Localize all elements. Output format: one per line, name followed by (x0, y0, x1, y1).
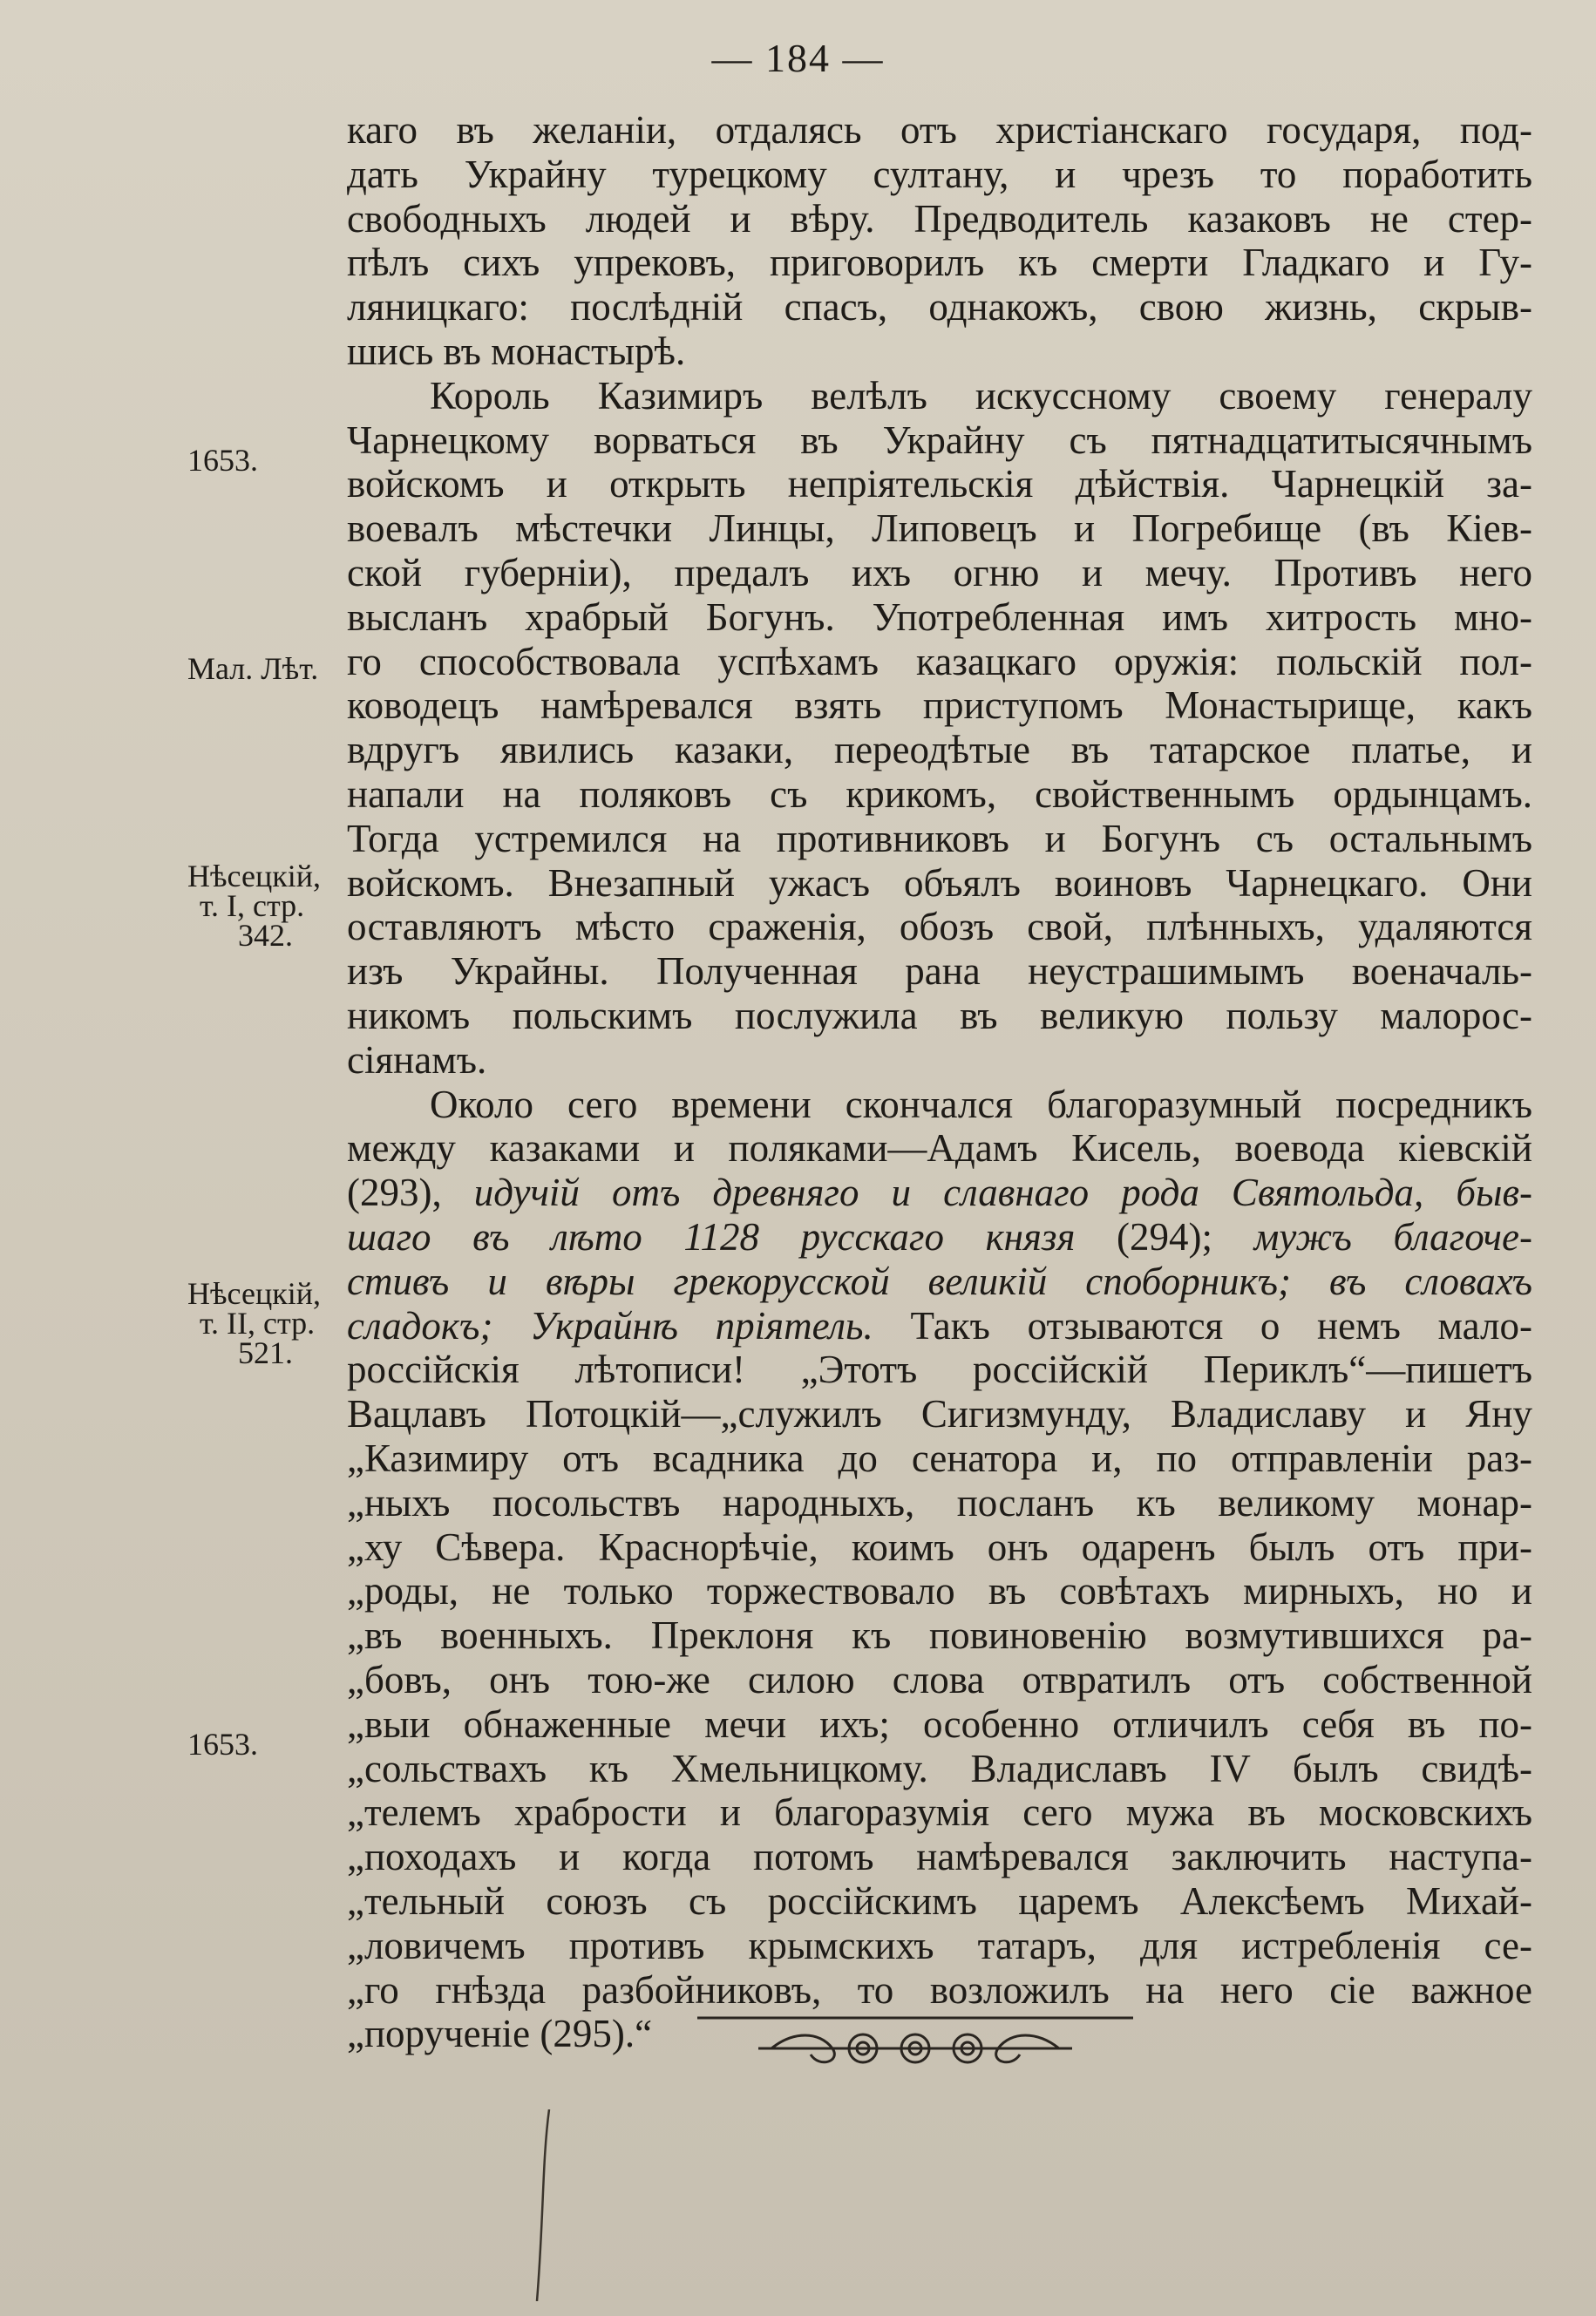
italic-text: стивъ и вѣры грекорусской великій споборникъ; въ словахъ (347, 1259, 1532, 1303)
text-line (347, 419, 1532, 461)
text-line (347, 1526, 1532, 1568)
text-segment: „ловичемъ противъ крымскихъ татаръ, для истребленія се- (347, 1923, 1532, 1967)
text-segment: напали на поляковъ съ крикомъ, свойственнымъ ордынцамъ. (347, 772, 1532, 816)
text-segment: Вацлавъ Потоцкій—„служилъ Сигизмунду, Владиславу и Яну (347, 1392, 1532, 1436)
text-segment: „выи обнаженные мечи ихъ; особенно отличилъ себя въ по- (347, 1701, 1532, 1746)
margin-note-line: т. II, стр. (200, 1306, 316, 1341)
text-segment: ководецъ намѣревался взять приступомъ Монастырище, какъ (347, 683, 1532, 728)
text-line (347, 1216, 1532, 1258)
text-segment: оставляютъ мѣсто сраженія, обозъ свой, плѣнныхъ, удаляются (347, 905, 1532, 949)
text-line (347, 1703, 1532, 1745)
text-segment: Такъ отзываются о немъ мало- (873, 1303, 1532, 1348)
text-line (347, 241, 1532, 283)
text-line (347, 1260, 1532, 1302)
text-segment: (293), (347, 1171, 474, 1215)
page-number: — 184 — (711, 36, 885, 80)
margin-note-line: 1653. (187, 1727, 258, 1762)
text-line (347, 463, 1532, 505)
text-segment: свободныхъ людей и вѣру. Предводитель казаковъ не стер- (347, 196, 1532, 241)
ornament-tailpiece (689, 2000, 1142, 2079)
margin-note-line: 521. (238, 1335, 293, 1370)
text-segment: „тельный союзъ съ россійскимъ царемъ Алексѣемъ Михай- (347, 1879, 1532, 1923)
text-segment: Король Казимиръ велѣлъ искуссному своему генералу (430, 373, 1532, 418)
text-segment: между казаками и поляками—Адамъ Кисель, воевода кіевскій (347, 1126, 1532, 1171)
text-segment: пѣлъ сихъ упрековъ, приговорилъ къ смерти Гладкаго и Гу- (347, 241, 1532, 285)
text-line (347, 818, 1532, 859)
text-segment: „походахъ и когда потомъ намѣревался заключить наступа- (347, 1835, 1532, 1879)
margin-note-line: т. I, стр. (200, 888, 305, 923)
text-line (347, 596, 1532, 638)
text-line (347, 773, 1532, 815)
text-segment: дать Украйну турецкому султану, и чрезъ то поработить (347, 152, 1532, 196)
text-line (347, 1083, 1532, 1125)
text-segment: войскомъ. Внезапный ужасъ объялъ воиновъ Чарнецкаго. Они (347, 860, 1532, 905)
text-line (347, 862, 1532, 904)
text-segment: сіянамъ. (347, 1037, 487, 1082)
text-segment: изъ Украйны. Полученная рана неустрашимымъ военачаль- (347, 949, 1532, 994)
text-line (347, 286, 1532, 328)
margin-note-reference (187, 859, 321, 953)
text-line (347, 375, 1532, 417)
text-line (347, 1127, 1532, 1169)
text-segment: вдругъ явились казаки, переодѣтые въ татарское платье, и (347, 728, 1532, 772)
margin-note-year (187, 1729, 258, 1760)
text-line (347, 1570, 1532, 1612)
text-segment: Чарнецкому ворваться въ Украйну съ пятнадцатитысячнымъ (347, 418, 1532, 462)
text-segment: „Казимиру отъ всадника до сенатора и, по отправленіи раз- (347, 1436, 1532, 1480)
italic-text: сладокъ; Украйнѣ пріятель. (347, 1303, 873, 1348)
text-line (347, 1836, 1532, 1878)
page-crease-mark (532, 2109, 558, 2301)
text-segment: воевалъ мѣстечки Линцы, Липовецъ и Погребище (въ Кіев- (347, 506, 1532, 551)
text-line (347, 1614, 1532, 1656)
text-segment: „сольствахъ къ Хмельницкому. Владиславъ IV былъ свидѣ- (347, 1746, 1532, 1790)
text-line (347, 641, 1532, 683)
text-segment: никомъ польскимъ послужила въ великую пользу малорос- (347, 994, 1532, 1037)
text-line (347, 1305, 1532, 1347)
text-line (347, 153, 1532, 195)
text-segment: (294); (1075, 1215, 1254, 1259)
italic-text: мужъ благоче- (1253, 1215, 1532, 1259)
text-line (347, 906, 1532, 947)
text-segment: го способствовала успѣхамъ казацкаго оружія: польскій пол- (347, 639, 1532, 683)
text-segment: „го гнѣзда разбойниковъ, то возложилъ на него сіе важное (347, 1967, 1532, 2012)
text-line (347, 950, 1532, 992)
margin-note-year (187, 445, 258, 476)
text-segment: „телемъ храбрости и благоразумія сего мужа въ московскихъ (347, 1790, 1532, 1835)
text-line (347, 552, 1532, 594)
margin-note-line: Нѣсецкій, (187, 1276, 321, 1311)
text-segment: каго въ желаніи, отдалясь отъ христіанскаго государя, под- (347, 108, 1532, 152)
text-line (347, 1348, 1532, 1390)
text-line (347, 330, 1532, 372)
text-segment: шись въ монастырѣ. (347, 329, 686, 373)
text-segment: „ху Сѣвера. Краснорѣчіе, коимъ онъ одаренъ былъ отъ при- (347, 1525, 1532, 1569)
margin-note-reference (187, 1276, 321, 1370)
margin-note-source (187, 653, 318, 684)
text-segment: ляницкаго: послѣдній спасъ, однакожъ, свою жизнь, скрыв- (347, 285, 1532, 329)
text-segment: Тогда устремился на противниковъ и Богунъ съ остальнымъ (347, 816, 1532, 860)
text-segment: Около сего времени скончался благоразумный посредникъ (430, 1082, 1532, 1126)
margin-note-line: Мал. Лѣт. (187, 651, 319, 686)
text-line (347, 1748, 1532, 1790)
text-segment: высланъ храбрый Богунъ. Употребленная имъ хитрость мно- (347, 594, 1532, 639)
text-segment: „въ военныхъ. Преклоня къ повиновенію возмутившихся ра- (347, 1613, 1532, 1658)
margin-note-line: 342. (238, 918, 293, 953)
text-line (347, 1393, 1532, 1435)
text-segment: „порученіе (295).“ (347, 2012, 653, 2056)
italic-text: шаго въ лѣто 1128 русскаго князя (347, 1215, 1076, 1259)
text-line (347, 1659, 1532, 1701)
margin-note-line: Нѣсецкій, (187, 859, 321, 893)
margin-note-line: 1653. (187, 443, 258, 478)
text-segment: россійскія лѣтописи! „Этотъ россійскій Периклъ“—пишетъ (347, 1348, 1532, 1392)
text-line (347, 1172, 1532, 1213)
text-line (347, 1880, 1532, 1922)
text-line (347, 507, 1532, 549)
text-line (347, 109, 1532, 151)
text-line (347, 198, 1532, 240)
text-line (347, 684, 1532, 726)
text-line (347, 1791, 1532, 1833)
text-segment: „роды, не только торжествовало въ совѣтахъ мирныхъ, но и (347, 1569, 1532, 1613)
text-line (347, 1039, 1532, 1081)
text-line (347, 1437, 1532, 1479)
text-line (347, 729, 1532, 771)
text-segment: ской губерніи), предалъ ихъ огню и мечу. Противъ него (347, 551, 1532, 594)
text-segment: „бовъ, онъ тою-же силою слова отвратилъ отъ собственной (347, 1658, 1532, 1701)
text-line (347, 1482, 1532, 1524)
text-line (347, 1925, 1532, 1966)
italic-text: идучій отъ древняго и славнаго рода Святольда, быв- (473, 1171, 1532, 1215)
text-segment: „ныхъ посольствъ народныхъ, посланъ къ великому монар- (347, 1480, 1532, 1525)
text-line (347, 995, 1532, 1036)
text-segment: войскомъ и открыть непріятельскія дѣйствія. Чарнецкій за- (347, 462, 1532, 506)
